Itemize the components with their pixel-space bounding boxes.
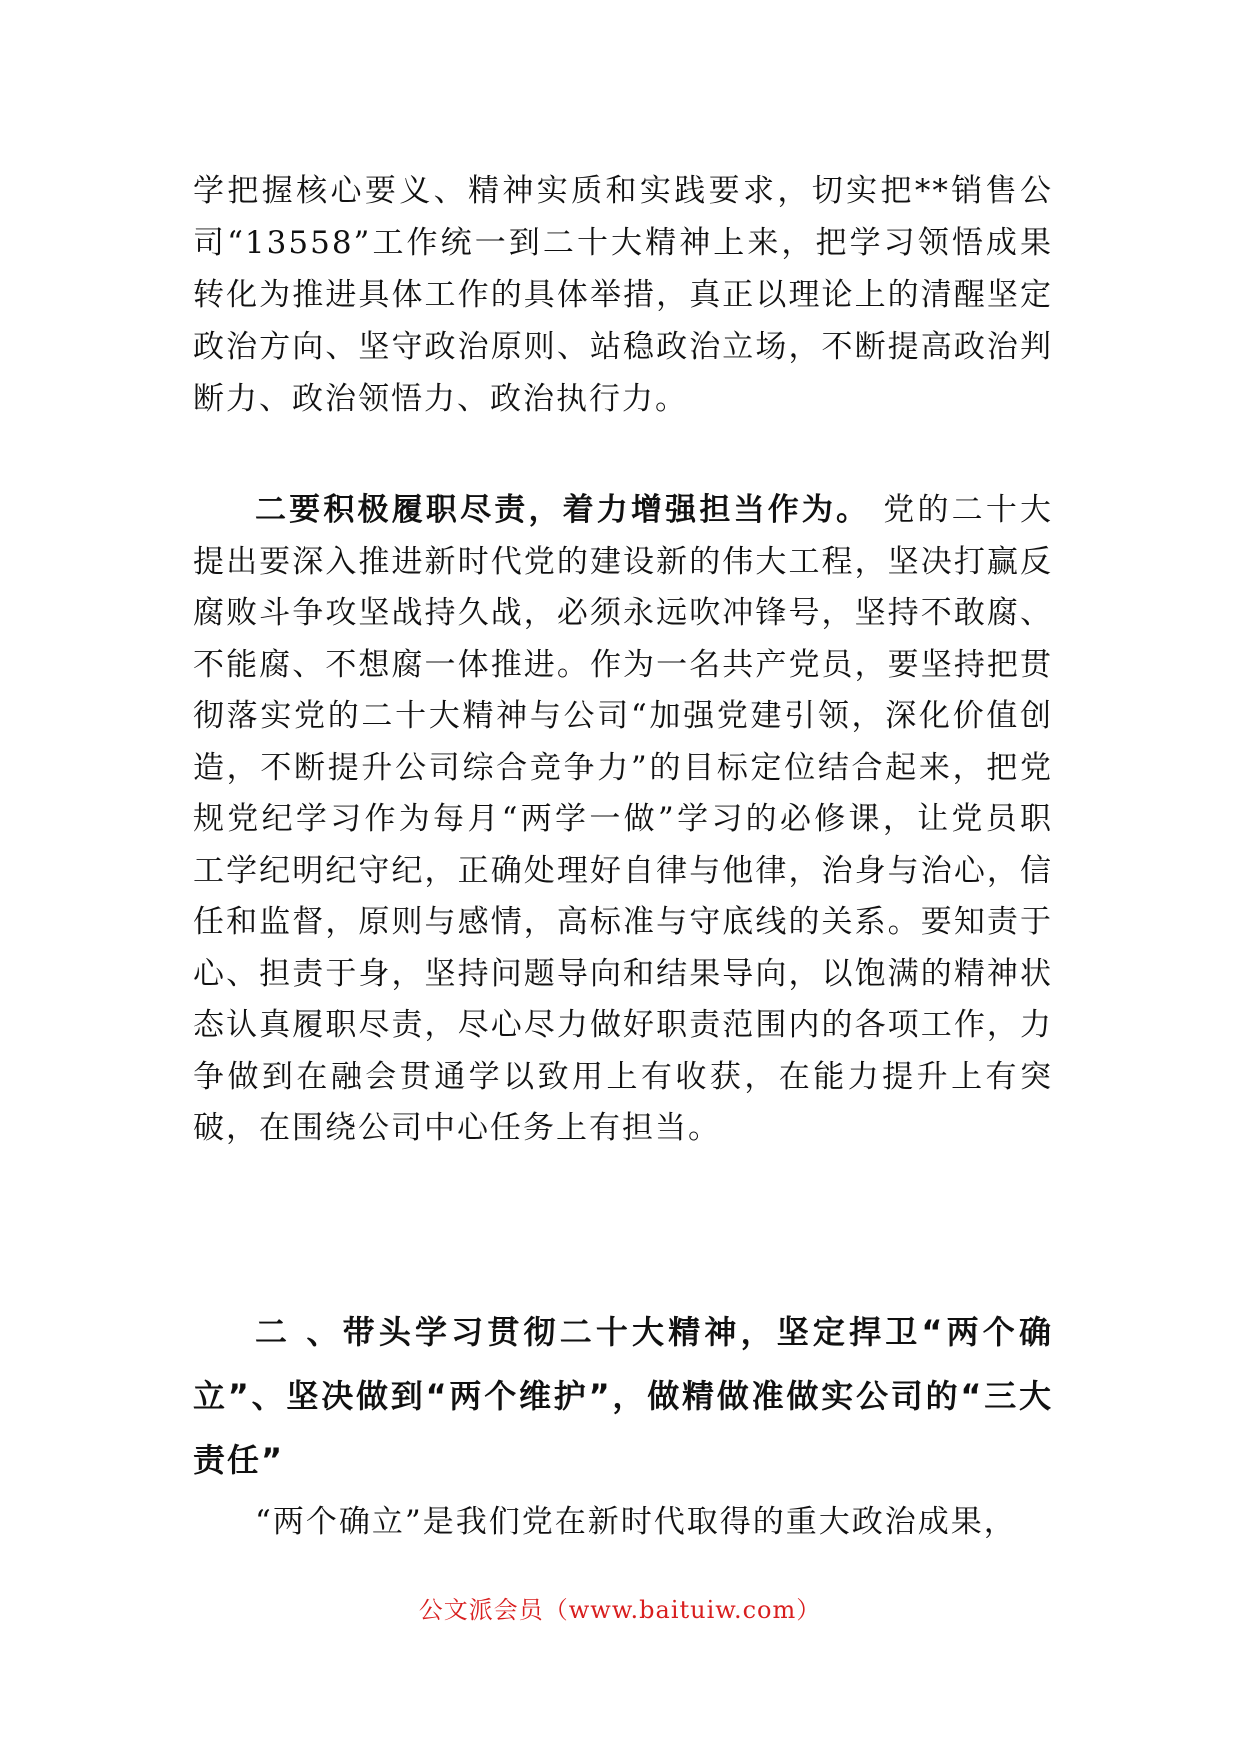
paragraph-three: “两个确立”是我们党在新时代取得的重大政治成果， — [255, 1504, 1017, 1540]
section-heading: 二 、带头学习贯彻二十大精神，坚定捍卫“两个确立”、坚决做到“两个维护”，做精做准做实公司的“三大责任” — [193, 1313, 1053, 1479]
paragraph-two-body: 党的二十大提出要深入推进新时代党的建设新的伟大工程，坚决打赢反腐败斗争攻坚战持久战，必须永远吹冲锋号，坚持不敢腐、不能腐、不想腐一体推进。作为一名共产党员，要坚持把贯彻落实党的二十大精神与公司“加强党建引领，深化价值创造，不断提升公司综合竞争力”的目标定位结合起来，把党规党纪学习作为每月“两学一做”学习的必修课，让党员职工学纪明纪守纪，正确处理好自律与他律，治身与治心，信任和监督，原则与感情，高标准与守底线的关系。要知责于心、担责于身，坚持问题导向和结果导向，以饱满的精神状态认真履职尽责，尽心尽力做好职责范围内的各项工作，力争做到在融会贯通学以致用上有收获，在能力提升上有突破，在围绕公司中心任务上有担当。 — [193, 492, 1054, 1146]
footer-watermark: 公文派会员（www.baituiw.com） — [418, 1596, 822, 1624]
paragraph-continuation: 学把握核心要义、精神实质和实践要求，切实把**销售公司“13558”工作统一到二十大精神上来，把学习领悟成果转化为推进具体工作的具体举措，真正以理论上的清醒坚定政治方向、坚守政治原则、站稳政治立场，不断提高政治判断力、政治领悟力、政治执行力。 — [193, 173, 1053, 417]
paragraph-two — [193, 485, 1053, 1155]
paragraph-two-lead: 二要积极履职尽责，着力增强担当作为。 — [255, 492, 871, 528]
